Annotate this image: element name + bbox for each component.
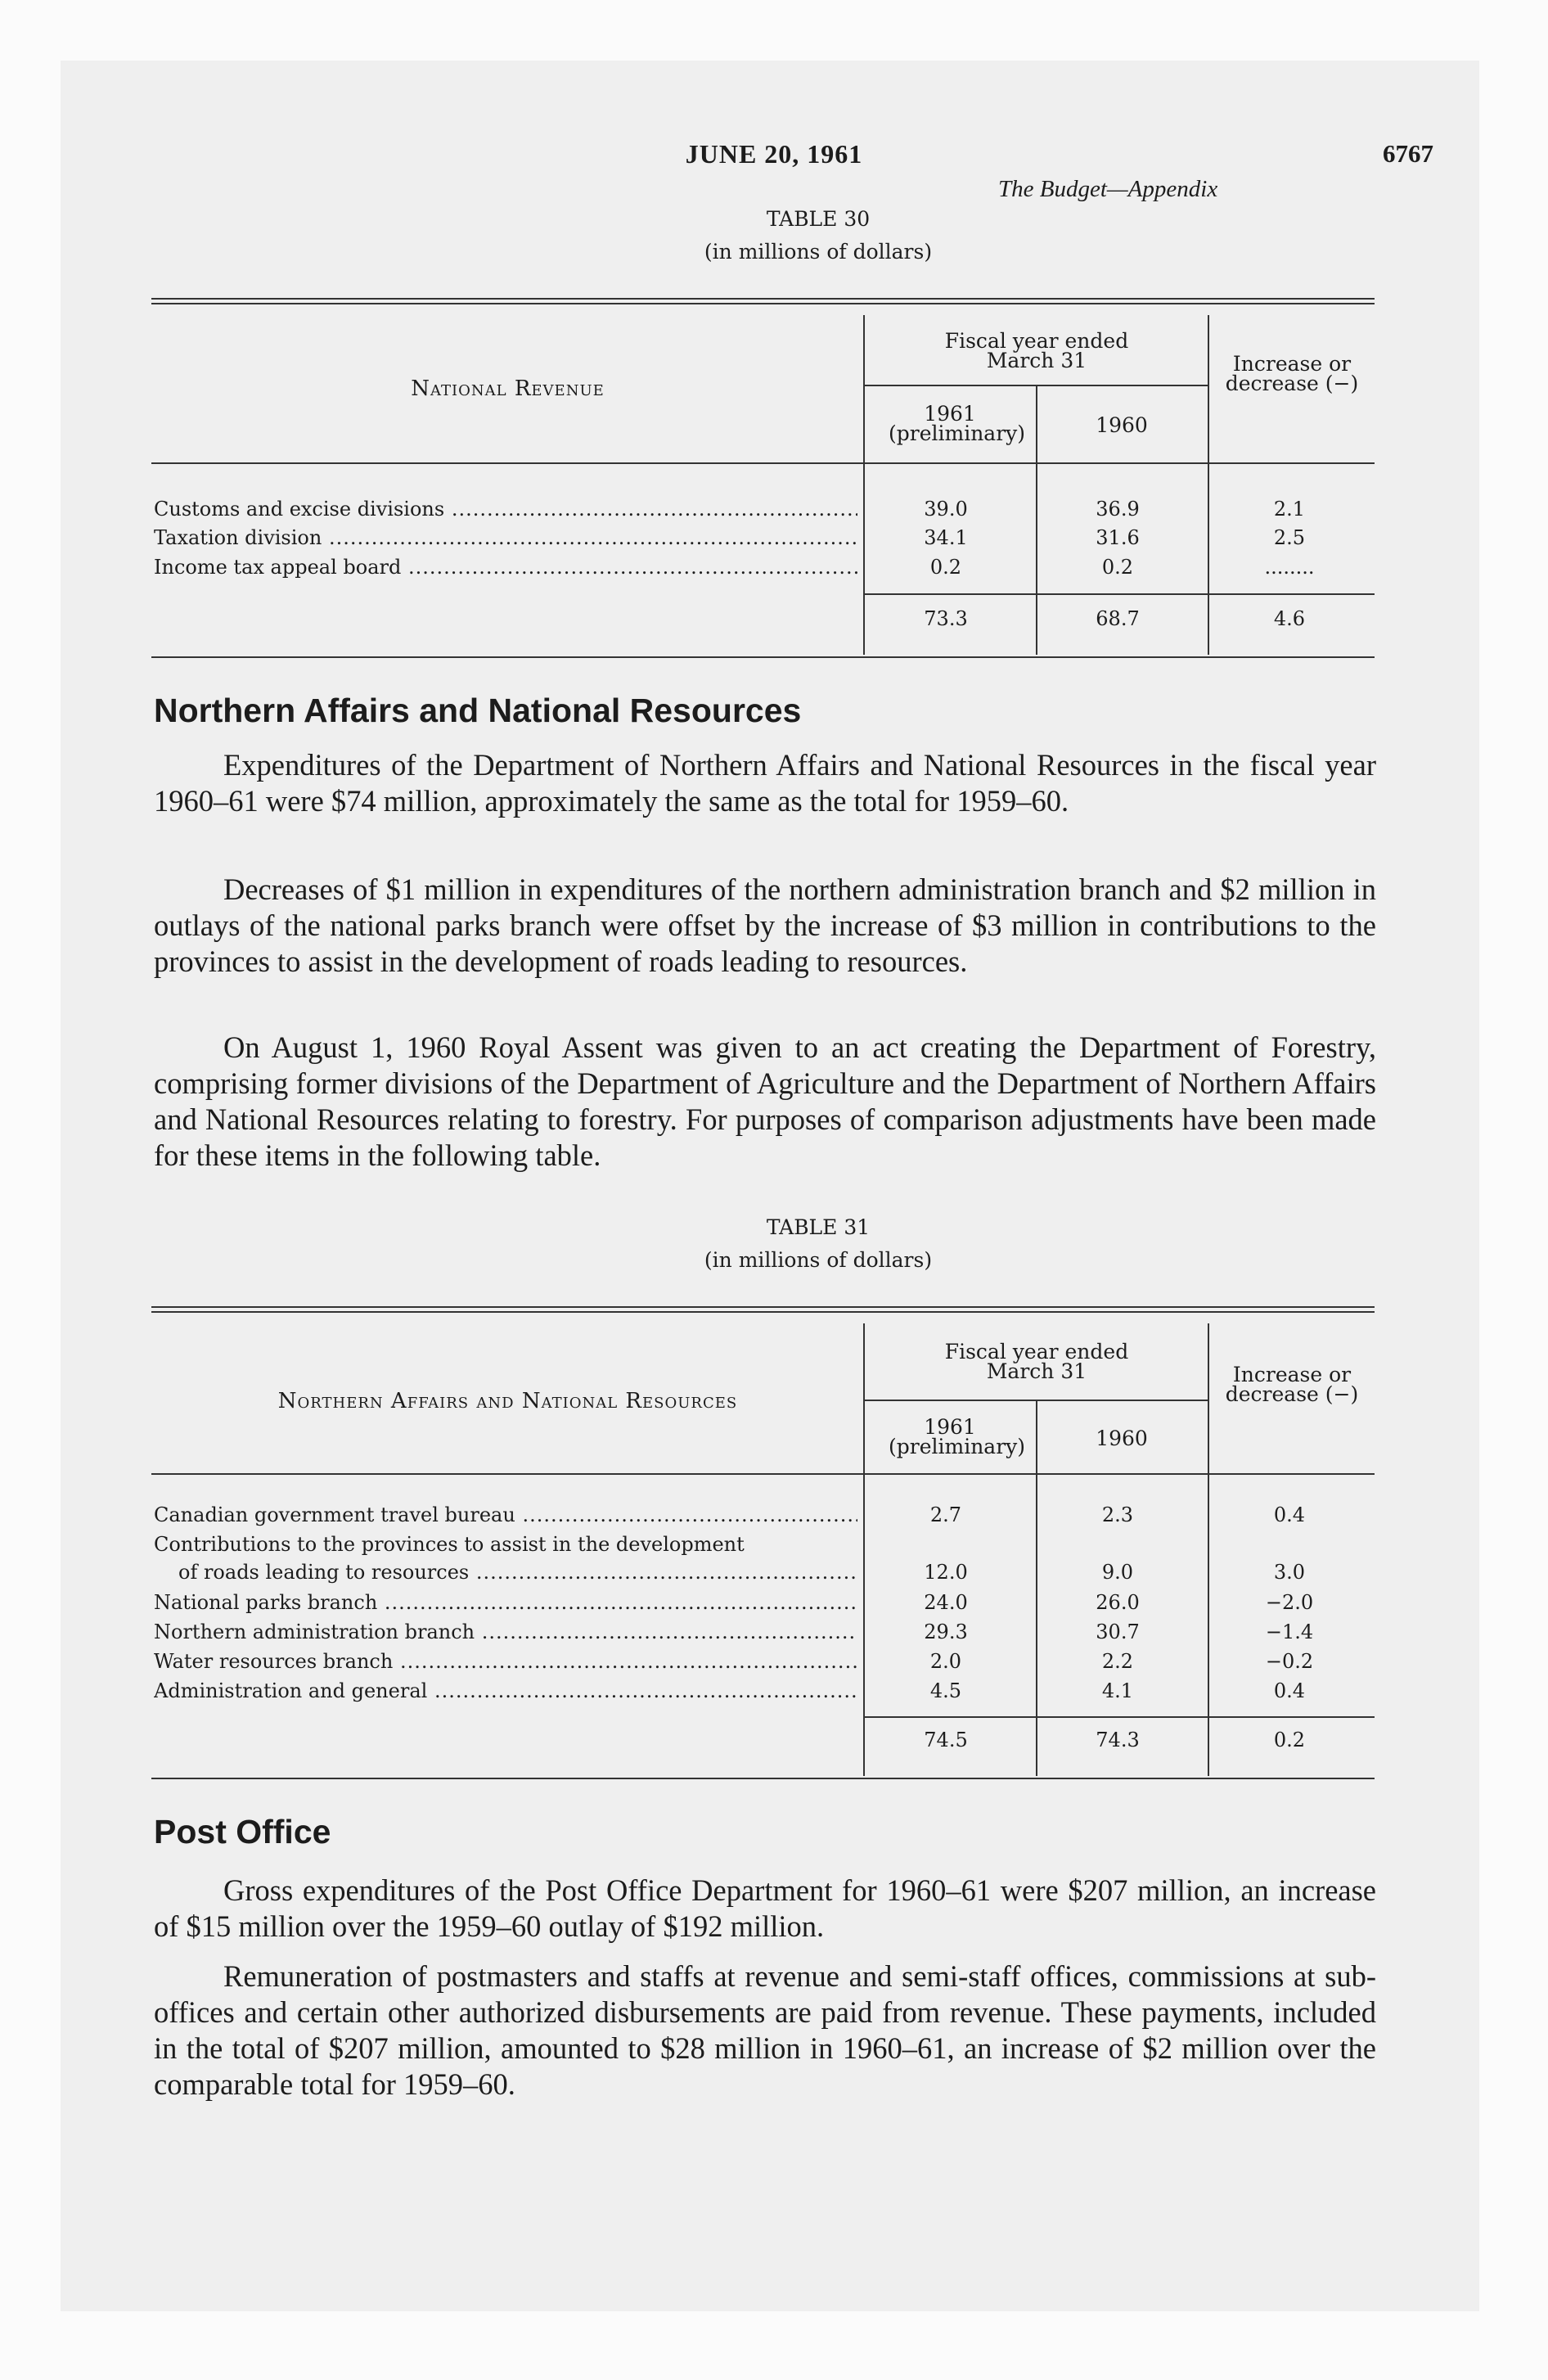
table31-row-header: Northern Affairs and National Resources: [277, 1389, 738, 1413]
table30-total-rule: [865, 593, 1375, 595]
header-date: JUNE 20, 1961: [685, 139, 863, 169]
table31-col-change-text: Increase or decrease (−): [1225, 1363, 1359, 1406]
table30-col-group: [867, 331, 1206, 371]
table30-caption: [614, 203, 1023, 268]
table30-header-rule: [151, 462, 1375, 464]
value-change: 2.5: [1273, 526, 1306, 549]
value-1960: 26.0: [1096, 1591, 1140, 1614]
table30-col-change: [1209, 354, 1375, 394]
value-1961: 24.0: [924, 1591, 968, 1614]
table-row: [154, 498, 1373, 527]
value-change: ........: [1264, 556, 1315, 579]
row-label: Contributions to the provinces to assist in the development: [154, 1533, 745, 1556]
table31-caption: [614, 1211, 1023, 1277]
paragraph: Expenditures of the Department of Northern Affairs and National Resources in the fiscal year 1960–61 were $74 million, approximately the same as the total for 1959–60.: [154, 748, 1376, 818]
table30-top-rule: [151, 298, 1375, 300]
table30-col-1961-text: 1961 (preliminary): [889, 402, 1026, 445]
row-label: Taxation division .....: [154, 526, 857, 549]
table-row: [154, 1591, 1373, 1620]
value-1960: 4.1: [1101, 1679, 1134, 1702]
table-row: [154, 556, 1373, 585]
table31-col-group-text: Fiscal year ended March 31: [944, 1340, 1129, 1383]
value-1961: 29.3: [924, 1620, 968, 1643]
row-label: Canadian government travel bureau .....: [154, 1503, 857, 1526]
table30-bottom-rule: [151, 656, 1375, 658]
table30-col-change-text: Increase or decrease (−): [1225, 352, 1359, 395]
total-change: 4.6: [1273, 607, 1306, 630]
table31-col-change: [1209, 1365, 1375, 1404]
total-1961: 74.5: [924, 1729, 968, 1751]
table-row-continuation: [154, 1561, 1373, 1590]
value-change: −1.4: [1265, 1620, 1314, 1643]
table30-title: TABLE 30: [766, 207, 871, 231]
value-1961: 2.7: [929, 1503, 962, 1526]
total-change: 0.2: [1273, 1729, 1306, 1751]
row-label: National parks branch .....: [154, 1591, 857, 1614]
header-subtitle: The Budget—Appendix: [998, 176, 1218, 202]
table30-col-group-text: Fiscal year ended March 31: [944, 329, 1129, 372]
table30-row-header: National Revenue: [411, 376, 605, 401]
value-1960: 36.9: [1096, 498, 1140, 521]
table30-col-1961: [866, 404, 1034, 444]
row-label: Administration and general .....: [154, 1679, 857, 1702]
value-change: 0.4: [1273, 1679, 1306, 1702]
row-label: Customs and excise divisions .....: [154, 498, 857, 521]
table-total-row: [154, 607, 1373, 637]
paragraph: Remuneration of postmasters and staffs at revenue and semi-staff offices, commissions at sub-offices and certain other authorized disbursements are paid from revenue. These payments, included in the total of $207 million, amounted to $28 million in 1960–61, an increase of $2 million over the comparable total for 1959–60.: [154, 1959, 1376, 2101]
table31-title: TABLE 31: [766, 1215, 871, 1239]
total-1961: 73.3: [924, 607, 968, 630]
value-change: 0.4: [1273, 1503, 1306, 1526]
value-1961: 2.0: [929, 1650, 962, 1673]
table31-col-1960: 1960: [1096, 1427, 1148, 1450]
table-total-row: [154, 1729, 1373, 1758]
value-1960: 2.3: [1101, 1503, 1134, 1526]
table31-col-1961: [866, 1415, 1034, 1458]
value-change: 2.1: [1273, 498, 1306, 521]
table30-top-rule-2: [151, 303, 1375, 304]
table31-top-rule: [151, 1306, 1375, 1308]
value-1960: 31.6: [1096, 526, 1140, 549]
total-1960: 68.7: [1096, 607, 1140, 630]
row-label: Northern administration branch .....: [154, 1620, 857, 1643]
paragraph: Decreases of $1 million in expenditures of the northern administration branch and $2 million in outlays of the national parks branch were offset by the increase of $3 million in contributions to the provinces to assist in the development of roads leading to resources.: [154, 872, 1376, 978]
section-heading-northern-affairs: Northern Affairs and National Resources: [154, 692, 802, 729]
value-change: −2.0: [1265, 1591, 1314, 1614]
row-label: Income tax appeal board .....: [154, 556, 857, 579]
table31-col-1961-text: 1961 (preliminary): [889, 1415, 1026, 1458]
table31-units: (in millions of dollars): [704, 1248, 933, 1272]
value-1961: 39.0: [924, 498, 968, 521]
value-change: 3.0: [1273, 1561, 1306, 1584]
table31-col-group: [867, 1342, 1206, 1382]
paragraph: On August 1, 1960 Royal Assent was given to an act creating the Department of Forestry, comprising former divisions of the Department of Agriculture and the Department of Northern Affairs and National Resources relating to forestry. For purposes of comparison adjustments have been made for these items in the following table.: [154, 1030, 1376, 1172]
table-row: [154, 1620, 1373, 1650]
table-row: [154, 1650, 1373, 1679]
value-1961: 12.0: [924, 1561, 968, 1584]
table30-group-rule: [865, 385, 1208, 386]
value-1961: 0.2: [929, 556, 962, 579]
table-row: [154, 1503, 1373, 1533]
paragraph: Gross expenditures of the Post Office Department for 1960–61 were $207 million, an increase of $15 million over the 1959–60 outlay of $192 million.: [154, 1873, 1376, 1943]
value-1960: 0.2: [1101, 556, 1134, 579]
table30-units: (in millions of dollars): [704, 240, 933, 264]
section-heading-post-office: Post Office: [154, 1813, 331, 1850]
table31-top-rule-2: [151, 1311, 1375, 1313]
table-row: [154, 526, 1373, 556]
value-change: −0.2: [1265, 1650, 1314, 1673]
value-1960: 30.7: [1096, 1620, 1140, 1643]
value-1960: 2.2: [1101, 1650, 1134, 1673]
table31-group-rule: [865, 1400, 1208, 1401]
row-label: Water resources branch .....: [154, 1650, 857, 1673]
table31-total-rule: [865, 1716, 1375, 1718]
value-1961: 34.1: [924, 526, 968, 549]
table-row: [154, 1533, 1373, 1562]
total-1960: 74.3: [1096, 1729, 1140, 1751]
row-label-continued: of roads leading to resources .....: [178, 1561, 857, 1584]
table30-col-1960: 1960: [1096, 413, 1148, 437]
table-row: [154, 1679, 1373, 1709]
table31-bottom-rule: [151, 1778, 1375, 1779]
page-number: 6767: [1383, 139, 1433, 168]
table30-col-divider-1: [863, 315, 865, 655]
value-1961: 4.5: [929, 1679, 962, 1702]
table31-header-rule: [151, 1473, 1375, 1475]
value-1960: 9.0: [1101, 1561, 1134, 1584]
